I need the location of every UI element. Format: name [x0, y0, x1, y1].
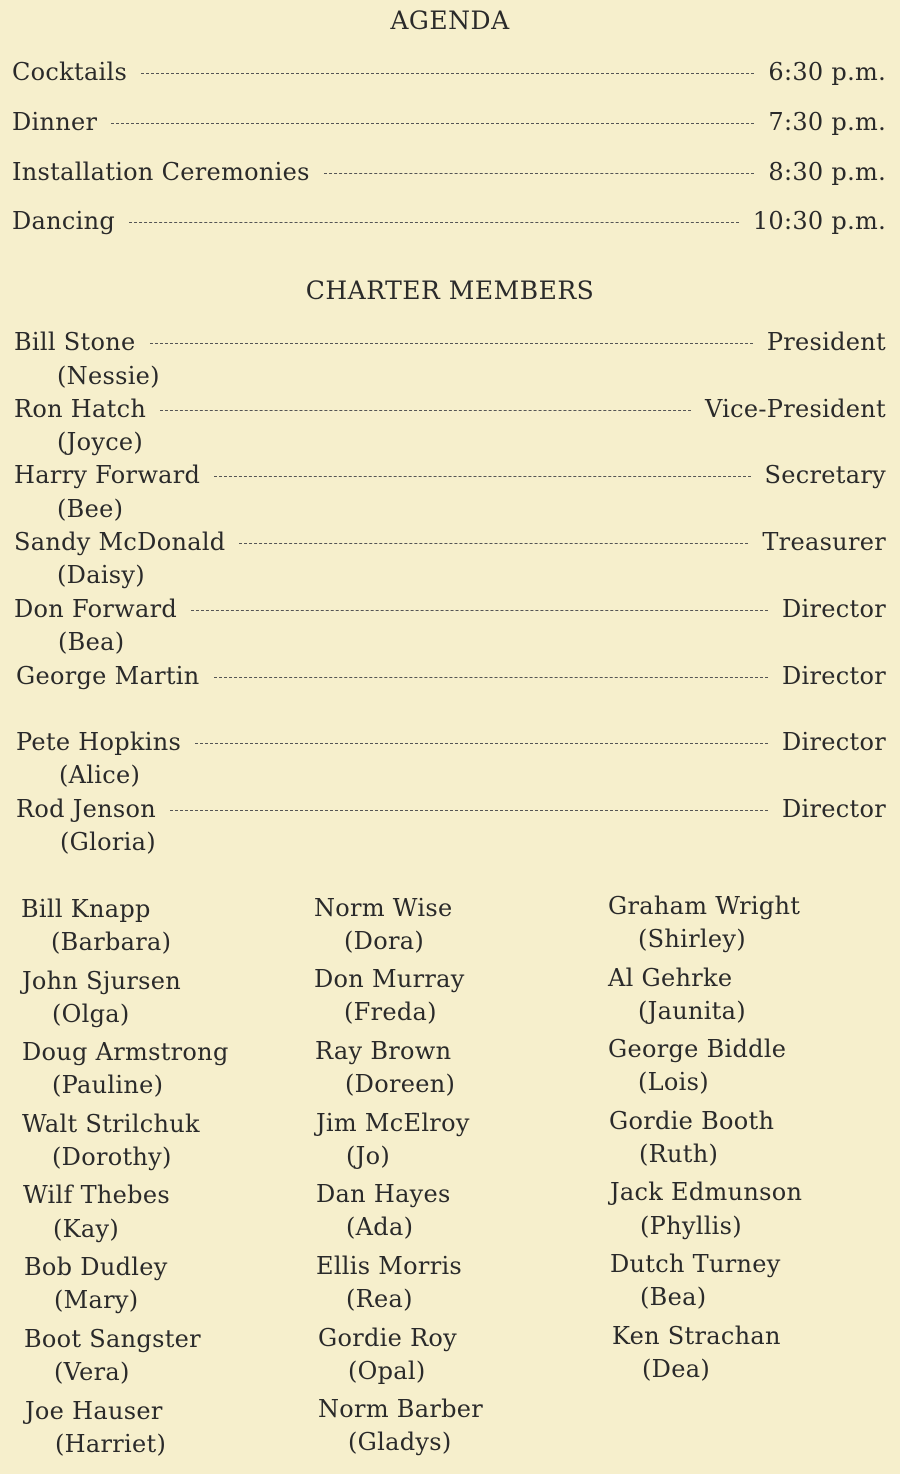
leader-dots	[195, 743, 768, 744]
officer-name: Sandy McDonald	[14, 528, 226, 556]
agenda-event: Dinner	[12, 108, 98, 136]
member-name: Ken Strachan	[612, 1322, 781, 1350]
member-spouse: (Lois)	[638, 1068, 709, 1096]
officer-name: Pete Hopkins	[16, 728, 182, 756]
leader-dots	[214, 476, 750, 477]
agenda-item	[12, 156, 886, 188]
member-name: Boot Sangster	[24, 1325, 201, 1353]
officer-row	[14, 326, 886, 358]
agenda-event: Dancing	[12, 207, 116, 235]
leader-dots	[160, 410, 691, 411]
officer-row	[16, 660, 886, 692]
officer-name: Rod Jenson	[16, 795, 157, 823]
member-name: George Biddle	[608, 1035, 787, 1063]
officer-name: Bill Stone	[14, 328, 136, 356]
officer-role: Vice-President	[704, 395, 886, 423]
officer-name: George Martin	[16, 662, 200, 690]
member-spouse: (Ada)	[346, 1213, 414, 1241]
member-spouse: (Dea)	[642, 1355, 710, 1383]
member-name: Doug Armstrong	[22, 1038, 229, 1066]
officer-spouse: (Bee)	[57, 495, 124, 523]
member-spouse: (Pauline)	[52, 1071, 164, 1099]
agenda-event: Cocktails	[12, 58, 128, 86]
leader-dots	[191, 610, 768, 611]
member-spouse: (Dora)	[344, 927, 424, 955]
officer-role: Director	[781, 595, 886, 623]
member-spouse: (Shirley)	[638, 925, 746, 953]
agenda-time: 8:30 p.m.	[768, 158, 886, 186]
member-spouse: (Freda)	[344, 998, 437, 1026]
officer-role: President	[766, 328, 886, 356]
member-spouse: (Olga)	[52, 1000, 130, 1028]
officer-name: Harry Forward	[14, 461, 201, 489]
officer-role: Director	[781, 728, 886, 756]
member-name: Jack Edmunson	[610, 1178, 803, 1206]
member-spouse: (Phyllis)	[640, 1212, 742, 1240]
officer-row	[14, 593, 886, 625]
officer-spouse: (Daisy)	[57, 561, 145, 589]
member-spouse: (Vera)	[54, 1358, 130, 1386]
member-spouse: (Opal)	[348, 1357, 426, 1385]
member-name: Gordie Roy	[318, 1324, 458, 1352]
member-name: John Sjursen	[22, 967, 182, 995]
officer-row	[14, 459, 886, 491]
agenda-item	[12, 205, 886, 237]
officer-spouse: (Gloria)	[60, 828, 156, 856]
member-spouse: (Harriet)	[55, 1430, 167, 1458]
member-spouse: (Jaunita)	[638, 997, 746, 1025]
member-name: Walt Strilchuk	[22, 1110, 200, 1138]
leader-dots	[129, 222, 739, 223]
member-spouse: (Dorothy)	[52, 1143, 172, 1171]
member-spouse: (Barbara)	[51, 928, 172, 956]
leader-dots	[239, 543, 748, 544]
member-name: Dan Hayes	[316, 1180, 451, 1208]
officer-spouse: (Nessie)	[57, 362, 160, 390]
leader-dots	[214, 677, 768, 678]
leader-dots	[324, 173, 755, 174]
officer-row	[16, 726, 886, 758]
officer-role: Director	[781, 662, 886, 690]
officer-row	[16, 793, 886, 825]
leader-dots	[111, 123, 754, 124]
agenda-time: 7:30 p.m.	[768, 108, 886, 136]
member-spouse: (Gladys)	[348, 1428, 452, 1456]
agenda-time: 10:30 p.m.	[752, 207, 886, 235]
member-name: Don Murray	[314, 965, 465, 993]
agenda-event: Installation Ceremonies	[12, 158, 310, 186]
member-spouse: (Jo)	[346, 1142, 390, 1170]
member-spouse: (Bea)	[640, 1283, 707, 1311]
agenda-item	[12, 106, 886, 138]
agenda-title: AGENDA	[390, 6, 510, 35]
officer-row	[14, 393, 886, 425]
member-name: Wilf Thebes	[23, 1181, 170, 1209]
member-spouse: (Mary)	[54, 1286, 139, 1314]
member-name: Graham Wright	[608, 892, 801, 920]
leader-dots	[170, 810, 768, 811]
officer-name: Ron Hatch	[14, 395, 147, 423]
member-name: Dutch Turney	[610, 1250, 781, 1278]
officer-row	[14, 526, 886, 558]
leader-dots	[150, 343, 753, 344]
agenda-time: 6:30 p.m.	[768, 58, 886, 86]
member-spouse: (Kay)	[53, 1215, 120, 1243]
member-name: Jim McElroy	[316, 1109, 470, 1137]
officer-spouse: (Bea)	[58, 628, 125, 656]
member-name: Ellis Morris	[316, 1252, 463, 1280]
leader-dots	[141, 73, 754, 74]
member-name: Bob Dudley	[24, 1253, 168, 1281]
member-name: Gordie Booth	[609, 1107, 775, 1135]
officer-role: Secretary	[764, 461, 886, 489]
member-spouse: (Rea)	[346, 1285, 413, 1313]
officer-role: Director	[781, 795, 886, 823]
charter-members-title: CHARTER MEMBERS	[305, 276, 595, 305]
member-name: Norm Wise	[314, 894, 453, 922]
member-name: Bill Knapp	[21, 895, 151, 923]
member-spouse: (Ruth)	[639, 1140, 719, 1168]
member-name: Joe Hauser	[25, 1397, 163, 1425]
member-name: Ray Brown	[315, 1037, 452, 1065]
officer-role: Treasurer	[762, 528, 886, 556]
member-name: Norm Barber	[318, 1395, 484, 1423]
member-spouse: (Doreen)	[345, 1070, 456, 1098]
agenda-item	[12, 56, 886, 88]
officer-name: Don Forward	[14, 595, 178, 623]
member-name: Al Gehrke	[608, 964, 733, 992]
officer-spouse: (Joyce)	[57, 428, 144, 456]
officer-spouse: (Alice)	[59, 761, 141, 789]
